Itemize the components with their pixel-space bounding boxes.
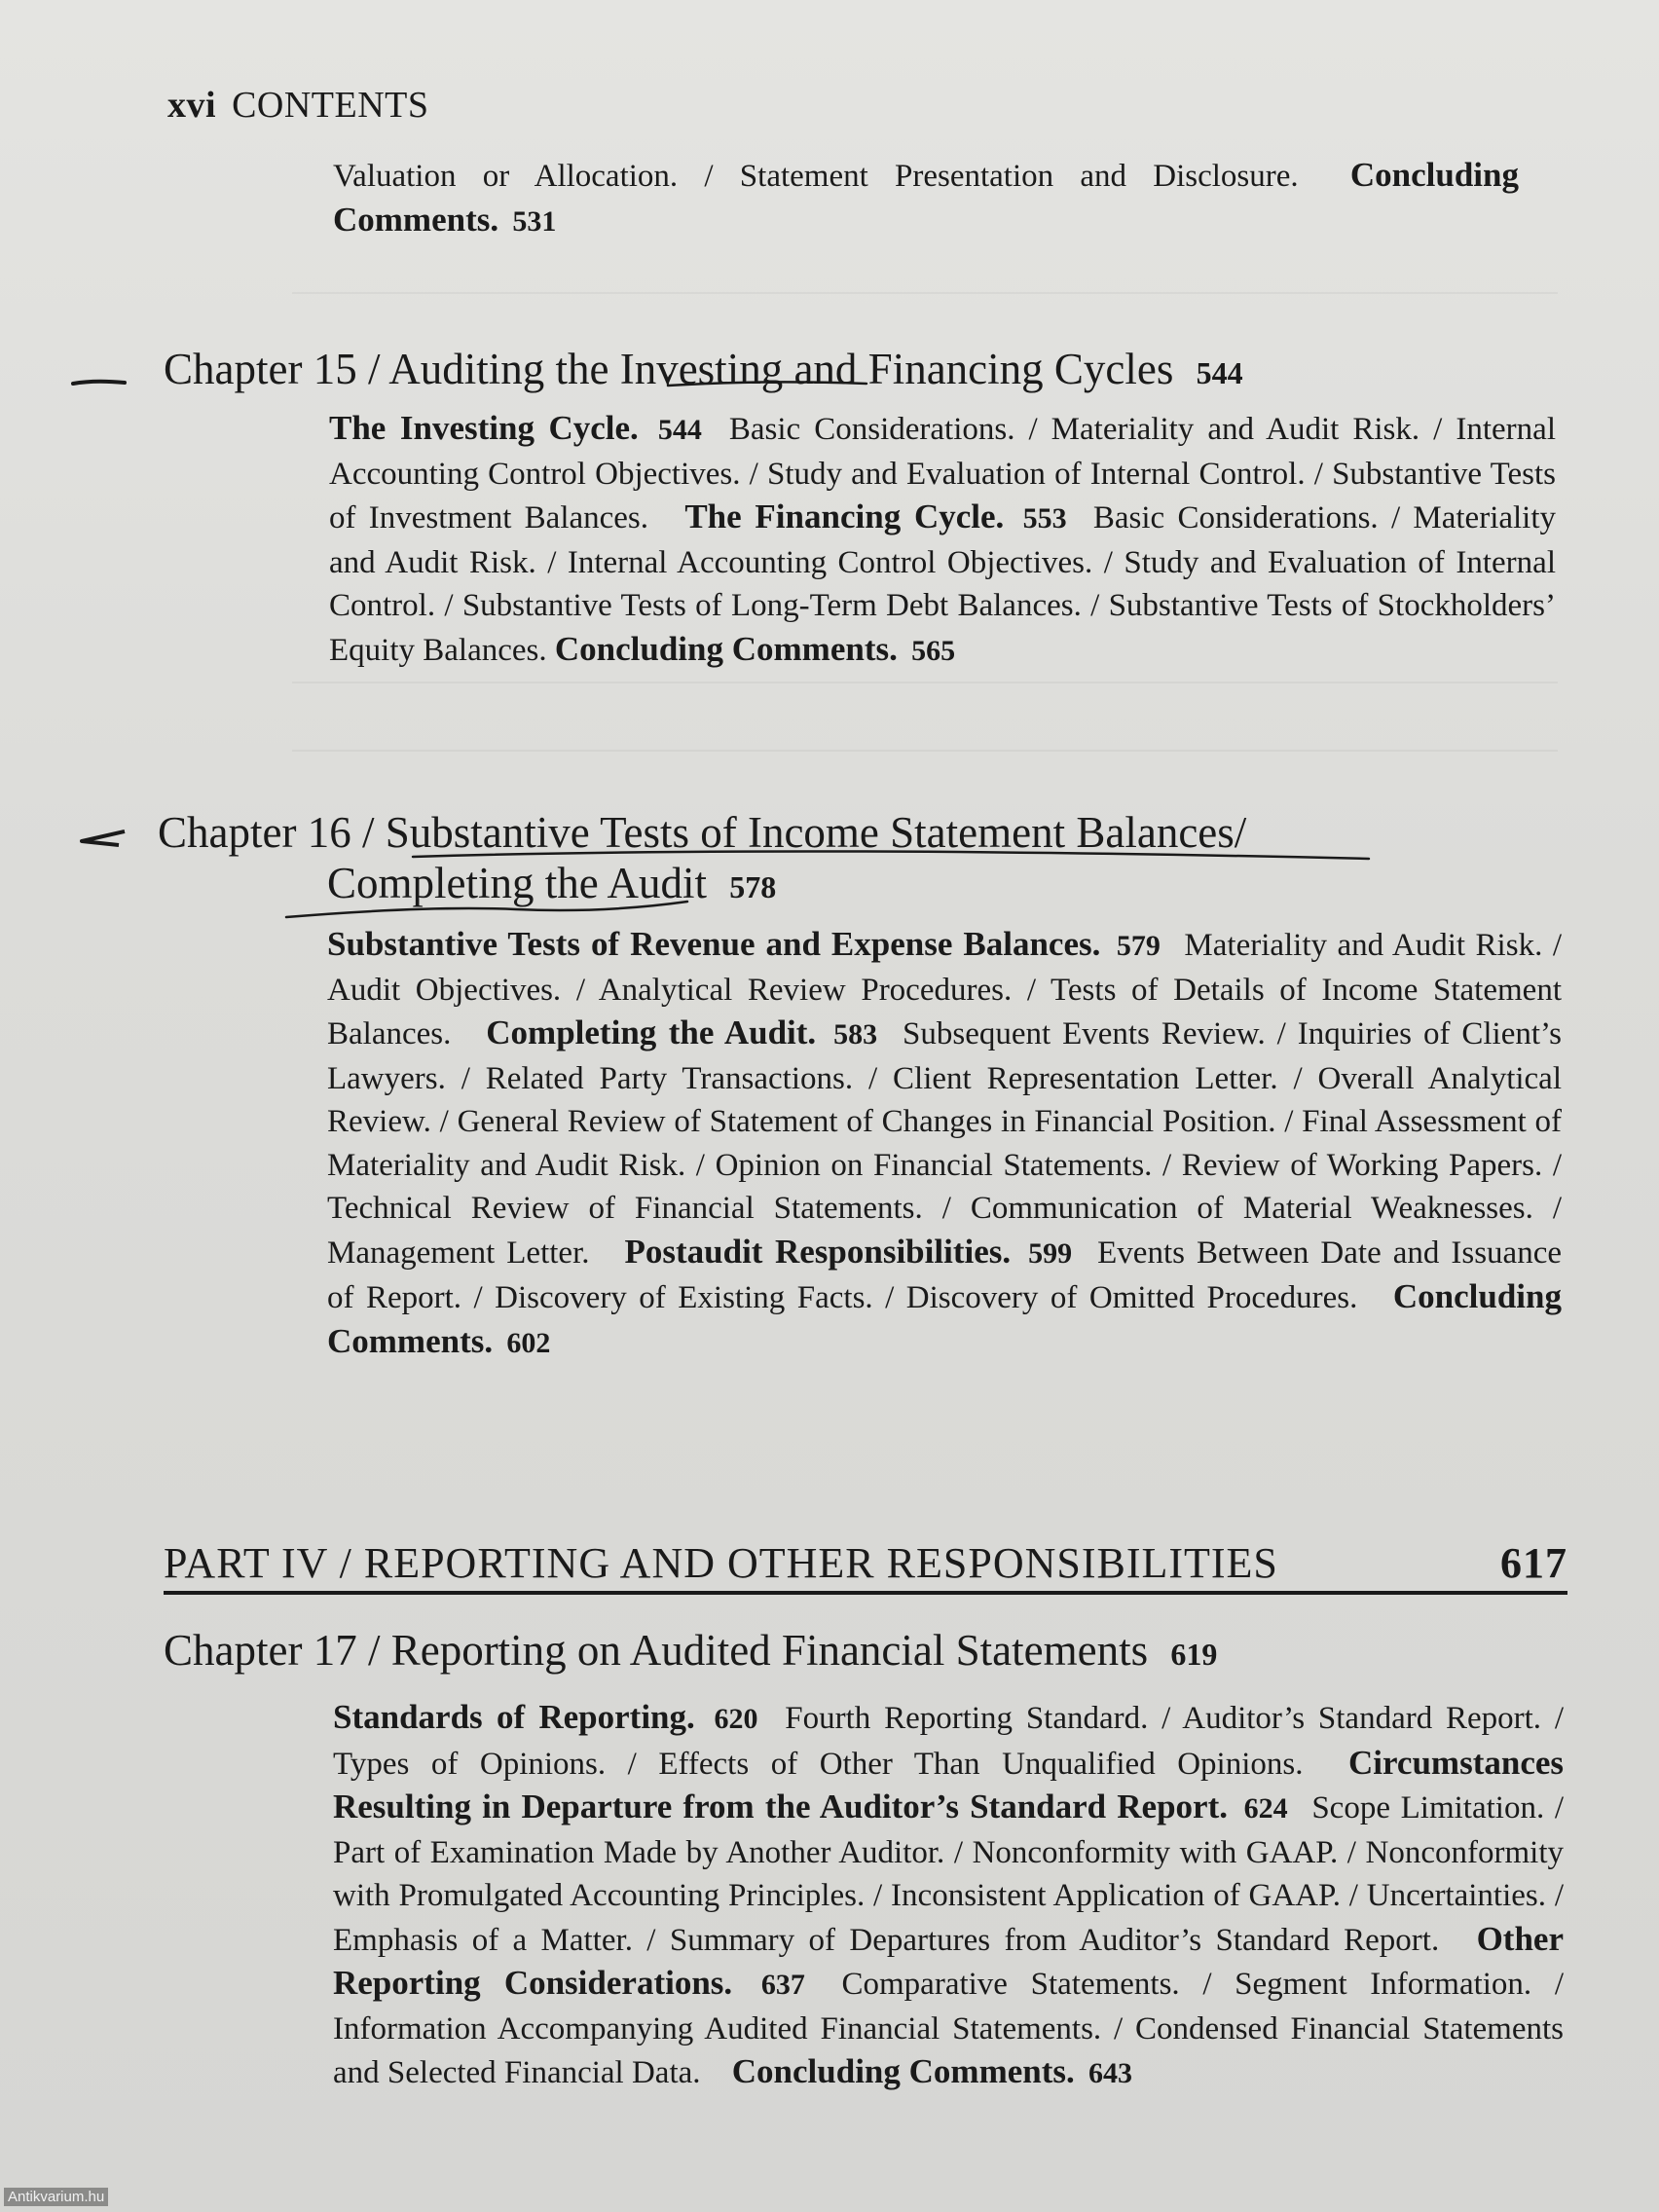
chapter-16-contents: [327, 923, 1562, 1365]
pen-underline-mark: [409, 839, 1373, 865]
section-page-number: 553: [1022, 502, 1067, 535]
section-page-number: 637: [760, 1969, 805, 2001]
section-page-number: 624: [1243, 1792, 1288, 1825]
section-page-number: 565: [911, 634, 956, 667]
chapter-15-contents: [329, 407, 1556, 673]
chapter-label: Chapter 15 /: [164, 345, 381, 393]
section-heading: Concluding Comments.: [731, 2052, 1075, 2090]
entry-text: Subsequent Events Review. / Inquiries of Client’s Lawyers. / Related Party Transactions. / Client Representation Letter. / Overall Analytical Review. / General Review of Statement of Changes in Financial Position. / Final Assessment of Materiality and Audit Risk. / Opinion on Financial Statements. / Review of Working Papers. / Technical Review of Financial Statements. / Communication of Material Weaknesses. / Management Letter.: [327, 1016, 1563, 1271]
section-heading: Standards of Reporting.: [333, 1698, 695, 1736]
section-heading: Concluding Comments.: [554, 629, 898, 668]
bleed-through-line: [292, 750, 1558, 752]
part-page-number: 617: [1500, 1539, 1567, 1587]
entry-text: Valuation or Allocation. / Statement Presentation and Disclosure.: [333, 159, 1299, 194]
part-title: PART IV / REPORTING AND OTHER RESPONSIBILITIES: [164, 1539, 1278, 1587]
chapter-17-contents: [333, 1696, 1564, 2096]
section-page-number: 602: [506, 1326, 551, 1359]
watermark: Antikvarium.hu: [4, 2188, 108, 2206]
entry-text: Basic Considerations. / Materiality and Audit Risk. / Internal Accounting Control Objectives. / Study and Evaluation of Internal Control. / Substantive Tests of Investment Balances.: [329, 412, 1556, 535]
entry-text: Comparative Statements. / Segment Information. / Information Accompanying Audited Financial Statements. / Condensed Financial Statements and Selected Financial Data.: [333, 1967, 1565, 2090]
entry-text: Scope Limitation. / Part of Examination Made by Another Auditor. / Nonconformity with GAAP. / Nonconformity with Promulgated Accounting Principles. / Inconsistent Application of GAAP. / Uncertainties. / Emphasis of a Matter. / Summary of Departures from Auditor’s Standard Report.: [333, 1790, 1565, 1958]
part-heading: [164, 1538, 1567, 1588]
section-page-number: 599: [1028, 1236, 1073, 1270]
section-heading: The Investing Cycle.: [329, 409, 639, 447]
section-heading: Concluding Comments.: [333, 156, 1519, 239]
pen-underline-mark: [664, 372, 872, 391]
pen-underline-mark: [282, 888, 691, 923]
section-heading: Circumstances Resulting in Departure from the Auditor’s Standard Report.: [333, 1743, 1565, 1825]
chapter-17-title-line: [164, 1624, 1217, 1680]
section-page-number: 579: [1116, 930, 1161, 962]
chapter-title: Auditing the Investing and Financing Cycles: [388, 345, 1174, 393]
bleed-through-line: [292, 292, 1558, 294]
chapter-page-number: 619: [1170, 1637, 1218, 1672]
chapter-label: Chapter 17 /: [164, 1626, 381, 1675]
section-heading: Other Reporting Considerations.: [333, 1919, 1564, 2002]
section-heading: Concluding Comments.: [327, 1277, 1562, 1360]
section-heading: Substantive Tests of Revenue and Expense Balances.: [327, 925, 1101, 963]
chapter-page-number: 578: [729, 869, 777, 904]
entry-text: Events Between Date and Issuance of Report. / Discovery of Existing Facts. / Discovery of Omitted Procedures.: [327, 1235, 1562, 1315]
bleed-through-line: [292, 682, 1558, 683]
section-page-number: 620: [714, 1703, 758, 1735]
section-heading: Postaudit Responsibilities.: [624, 1232, 1012, 1271]
section-page-number: 643: [1088, 2057, 1133, 2089]
pen-arrow-mark: [76, 824, 127, 849]
header-title: CONTENTS: [232, 85, 429, 126]
chapter-title: Substantive Tests of Income Statement Balances/: [385, 808, 1247, 857]
part-rule: [164, 1591, 1567, 1595]
chapter-label: Chapter 16 /: [158, 808, 375, 857]
entry-text: Materiality and Audit Risk. / Audit Objectives. / Analytical Review Procedures. / Tests of Details of Income Statement Balances.: [327, 928, 1562, 1051]
chapter-title: Reporting on Audited Financial Statements: [390, 1626, 1149, 1675]
running-header: [167, 84, 429, 127]
section-heading: Completing the Audit.: [486, 1014, 817, 1051]
section-page-number: 544: [657, 414, 702, 446]
entry-text: Fourth Reporting Standard. / Auditor’s Standard Report. / Types of Opinions. / Effects of Other Than Unqualified Opinions.: [333, 1701, 1564, 1782]
page-folio: xvi: [167, 85, 217, 126]
continuation-entry: [333, 154, 1519, 243]
section-page-number: 531: [512, 204, 557, 238]
chapter-title: Completing the Audit: [327, 859, 707, 907]
pen-dash-mark: [70, 376, 129, 389]
section-heading: The Financing Cycle.: [684, 498, 1005, 535]
entry-text: Basic Considerations. / Materiality and Audit Risk. / Internal Accounting Control Objectives. / Study and Evaluation of Internal Control. / Substantive Tests of Long-Term Debt Balances. / Substantive Tests of Stockholders’ Equity Balances.: [329, 500, 1557, 668]
chapter-page-number: 544: [1196, 355, 1243, 390]
section-page-number: 583: [833, 1018, 878, 1051]
